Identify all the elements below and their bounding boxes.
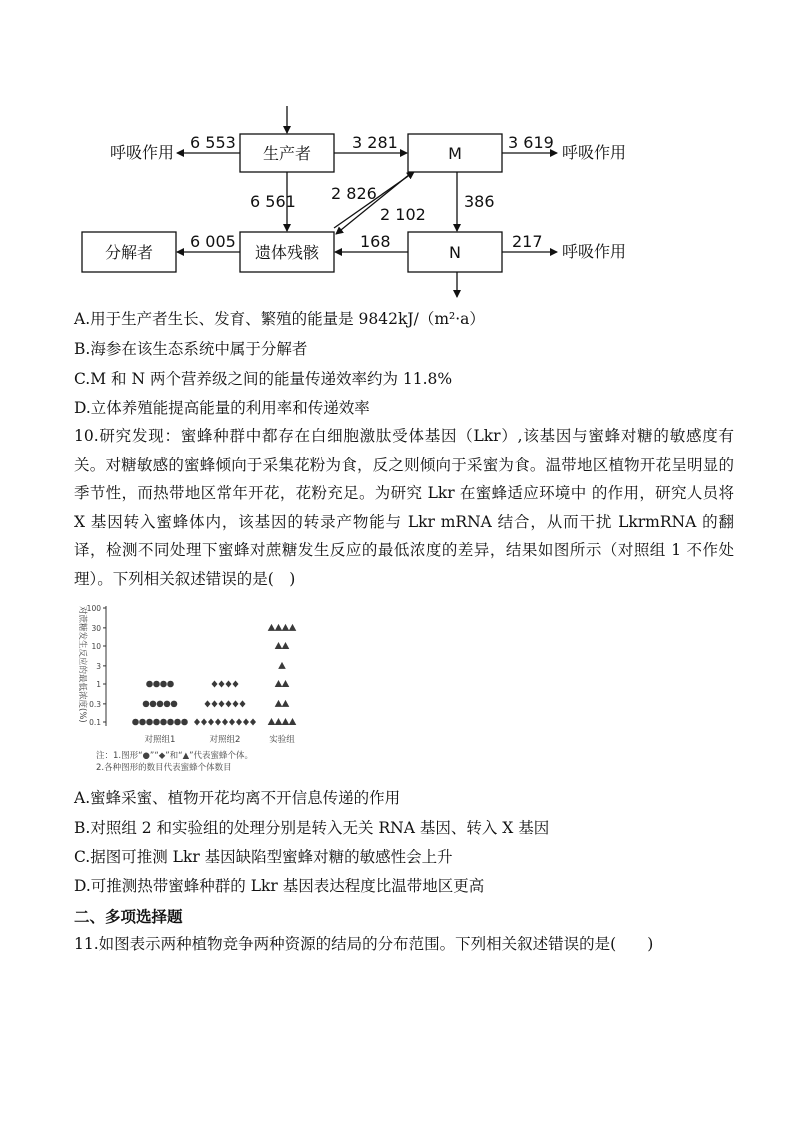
y-tick-label: 30 xyxy=(91,623,101,633)
x-category-label: 对照组2 xyxy=(209,735,241,745)
m-label: M xyxy=(448,144,462,163)
diamond-marker xyxy=(201,719,207,726)
decomposer-label: 分解者 xyxy=(104,243,154,262)
circle-marker xyxy=(143,701,150,708)
triangle-marker xyxy=(275,642,283,649)
q10-option-c: C.据图可推测 Lkr 基因缺陷型蜜蜂对糖的敏感性会上升 xyxy=(74,848,453,866)
circle-marker xyxy=(153,719,160,726)
circle-marker xyxy=(146,681,153,688)
bee-sucrose-chart xyxy=(70,598,350,778)
respiration-label-n: 呼吸作用 xyxy=(562,242,627,261)
q9-option-c: C.M 和 N 两个营养级之间的能量传递效率约为 11.8% xyxy=(74,370,453,388)
diamond-marker xyxy=(233,681,239,688)
diamond-marker xyxy=(243,719,249,726)
circle-marker xyxy=(157,701,164,708)
triangle-marker xyxy=(282,718,290,725)
diamond-marker xyxy=(226,681,232,688)
circle-marker xyxy=(164,701,171,708)
triangle-marker xyxy=(278,662,286,669)
q10-stem: 10.研究发现：蜜蜂种群中都存在白细胞激肽受体基因（Lkr）,该基因与蜜蜂对糖的敏感度有关。对糖敏感的蜜蜂倾向于采集花粉为食，反之则倾向于采蜜为食。温带地区植物开花呈明显的季节性，而热带地区常年开花，花粉充足。为研究 Lkr 在蜜蜂适应环境中 的作用，研究人员将 X 基因转入蜜蜂体内，该基因的转录产物能与 Lkr mRNA 结合，从而干扰 LkrmRNA 的翻译，检测不同处理下蜜蜂对蔗糖发生反应的最低浓度的差异，结果如图所示（对照组 1 不作处理）。下列相关叙述错误的是( ) xyxy=(74,427,734,588)
n-label: N xyxy=(449,243,461,262)
triangle-marker xyxy=(275,700,283,707)
triangle-marker xyxy=(282,680,290,687)
circle-marker xyxy=(160,719,167,726)
y-tick-label: 1 xyxy=(96,680,101,689)
diamond-marker xyxy=(233,700,239,707)
triangle-marker xyxy=(275,624,283,631)
q10-option-d: D.可推测热带蜜蜂种群的 Lkr 基因表达程度比温带地区更高 xyxy=(74,877,485,895)
respiration-label-m: 呼吸作用 xyxy=(562,143,627,162)
edge-m-to-n: 386 xyxy=(464,192,495,211)
diamond-marker xyxy=(219,700,225,707)
circle-marker xyxy=(160,681,167,688)
circle-marker xyxy=(167,719,174,726)
q10-option-a: A.蜜蜂采蜜、植物开花均离不开信息传递的作用 xyxy=(74,789,401,807)
edge-producer-to-m: 3 281 xyxy=(352,133,398,152)
remains-label: 遗体残骸 xyxy=(254,243,320,262)
edge-n-resp: 217 xyxy=(512,232,543,251)
edge-remains-to-m: 2 826 xyxy=(331,184,377,203)
diamond-marker xyxy=(219,681,225,688)
diamond-marker xyxy=(229,719,235,726)
energy-flow-diagram xyxy=(0,0,800,300)
triangle-marker xyxy=(282,700,290,707)
chart-note-line-2: 2.各种图形的数目代表蜜蜂个体数目 xyxy=(96,763,232,773)
diamond-marker xyxy=(240,700,246,707)
q9-option-a: A.用于生产者生长、发育、繁殖的能量是 9842kJ/（m²·a） xyxy=(74,310,485,328)
diamond-marker xyxy=(250,719,256,726)
y-tick-label: 3 xyxy=(96,661,101,671)
section-2-heading: 二、多项选择题 xyxy=(74,908,183,926)
circle-marker xyxy=(181,719,188,726)
triangle-marker xyxy=(275,718,283,725)
triangle-marker xyxy=(289,624,297,631)
circle-marker xyxy=(146,719,153,726)
edge-m-resp: 3 619 xyxy=(508,133,554,152)
y-tick-label: 0.1 xyxy=(89,718,101,727)
q10-option-b: B.对照组 2 和实验组的处理分别是转入无关 RNA 基因、转入 X 基因 xyxy=(74,819,550,837)
edge-remains-to-decomposer: 6 005 xyxy=(190,232,236,251)
circle-marker xyxy=(139,719,146,726)
edge-producer-resp: 6 553 xyxy=(190,133,236,152)
triangle-marker xyxy=(282,642,290,649)
diamond-marker xyxy=(236,719,242,726)
x-category-label: 实验组 xyxy=(269,735,295,745)
circle-marker xyxy=(171,701,178,708)
edge-producer-to-remains: 6 561 xyxy=(250,192,296,211)
diamond-marker xyxy=(222,719,228,726)
circle-marker xyxy=(174,719,181,726)
triangle-marker xyxy=(282,624,290,631)
triangle-marker xyxy=(275,680,283,687)
edge-n-to-remains: 168 xyxy=(360,232,391,251)
diamond-marker xyxy=(212,700,218,707)
circle-marker xyxy=(167,681,174,688)
y-tick-label: 10 xyxy=(91,642,101,651)
triangle-marker xyxy=(268,624,276,631)
triangle-marker xyxy=(289,718,297,725)
q9-option-b: B.海参在该生态系统中属于分解者 xyxy=(74,340,308,358)
edge-m-to-remains: 2 102 xyxy=(380,205,426,224)
chart-note-line-1: 注：1.图形“●”“◆”和“▲”代表蜜蜂个体。 xyxy=(96,751,254,761)
producer-label: 生产者 xyxy=(262,144,312,163)
x-category-label: 对照组1 xyxy=(144,735,176,745)
circle-marker xyxy=(153,681,160,688)
diamond-marker xyxy=(212,681,218,688)
respiration-label-producer: 呼吸作用 xyxy=(110,143,175,162)
diamond-marker xyxy=(205,700,211,707)
y-tick-label: 100 xyxy=(86,604,101,613)
y-axis-label: 对蔗糖发生反应的最低浓度(%) xyxy=(77,606,87,723)
q11-stem: 11.如图表示两种植物竞争两种资源的结局的分布范围。下列相关叙述错误的是( ) xyxy=(74,935,654,953)
y-tick-label: 0.3 xyxy=(89,699,101,709)
diamond-marker xyxy=(226,700,232,707)
circle-marker xyxy=(132,719,139,726)
circle-marker xyxy=(150,701,157,708)
diamond-marker xyxy=(208,719,214,726)
diamond-marker xyxy=(194,719,200,726)
triangle-marker xyxy=(268,718,276,725)
diamond-marker xyxy=(215,719,221,726)
q9-option-d: D.立体养殖能提高能量的利用率和传递效率 xyxy=(74,399,370,417)
